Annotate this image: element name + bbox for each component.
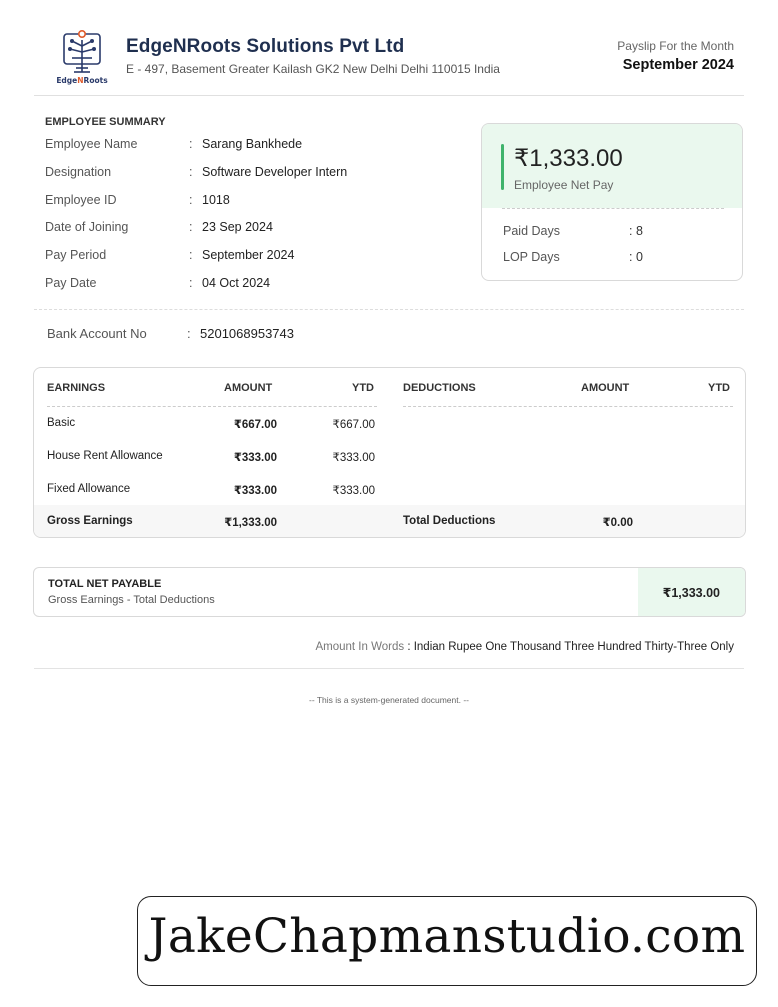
paid-days-row: Paid Days : 8 xyxy=(503,224,643,238)
total-net-payable-amount: ₹1,333.00 xyxy=(662,586,720,600)
employee-summary xyxy=(45,137,465,304)
total-net-payable xyxy=(33,567,746,617)
totals-row xyxy=(34,505,745,538)
earnings-header: EARNINGS xyxy=(47,382,106,394)
summary-label: Employee Name xyxy=(45,137,138,151)
amount-in-words xyxy=(315,641,734,653)
total-net-payable-title: TOTAL NET PAYABLE xyxy=(48,578,162,590)
net-pay-card xyxy=(481,123,743,281)
summary-label: Date of Joining xyxy=(45,220,129,235)
net-pay-label: Employee Net Pay xyxy=(514,178,614,192)
earning-name: House Rent Allowance xyxy=(47,450,163,462)
summary-row-date-of-joining: Date of Joining : 23 Sep 2024 xyxy=(45,220,273,235)
watermark-banner xyxy=(137,896,757,986)
earning-amount: ₹667.00 xyxy=(233,419,277,431)
total-net-payable-subtitle: Gross Earnings - Total Deductions xyxy=(48,594,215,606)
divider xyxy=(47,406,377,407)
ytd-header: YTD xyxy=(352,382,374,394)
summary-row-designation: Designation : Software Developer Intern xyxy=(45,164,348,179)
summary-value: 04 Oct 2024 xyxy=(202,275,271,290)
summary-label: Employee ID xyxy=(45,192,117,207)
watermark-text: JakeChapmanstudio.com xyxy=(148,909,746,964)
summary-value: 23 Sep 2024 xyxy=(202,220,273,235)
amount-in-words-value: : Indian Rupee One Thousand Three Hundred Thirty-Three Only xyxy=(407,641,734,653)
company-address: E - 497, Basement Greater Kailash GK2 New Delhi Delhi 110015 India xyxy=(126,62,500,76)
divider xyxy=(502,208,724,209)
deduction-amount-header: AMOUNT xyxy=(581,382,630,394)
summary-label: Pay Date xyxy=(45,275,97,290)
earning-ytd: ₹333.00 xyxy=(332,485,375,497)
divider xyxy=(34,309,744,310)
earning-name: Fixed Allowance xyxy=(47,483,131,495)
summary-value: 1018 xyxy=(202,192,230,207)
earnings-deductions-table xyxy=(33,367,746,538)
summary-label: Pay Period xyxy=(45,248,107,263)
paid-days-value: 8 xyxy=(635,224,643,238)
earning-name: Basic xyxy=(47,417,76,429)
lop-days-label: LOP Days xyxy=(503,250,560,264)
total-deductions-label: Total Deductions xyxy=(403,515,496,527)
gross-earnings-label: Gross Earnings xyxy=(47,515,133,527)
earning-amount: ₹333.00 xyxy=(233,485,277,497)
lop-days-value: 0 xyxy=(635,250,643,264)
divider xyxy=(403,406,733,407)
summary-value: Sarang Bankhede xyxy=(202,137,303,151)
company-name: EdgeNRoots Solutions Pvt Ltd xyxy=(126,36,405,57)
system-generated-note: -- This is a system-generated document. -- xyxy=(309,695,469,705)
paid-days-label: Paid Days xyxy=(503,224,560,238)
earning-ytd: ₹333.00 xyxy=(332,452,375,464)
lop-days-row: LOP Days : 0 xyxy=(503,250,643,264)
payslip-header xyxy=(34,28,744,96)
payslip-month: September 2024 xyxy=(622,57,734,73)
employee-summary-title: EMPLOYEE SUMMARY xyxy=(45,116,166,128)
summary-row-pay-date: Pay Date : 04 Oct 2024 xyxy=(45,275,271,290)
tree-logo-icon xyxy=(50,30,114,76)
summary-value: Software Developer Intern xyxy=(202,164,348,179)
company-logo xyxy=(50,30,114,88)
bank-account-row: Bank Account No : 5201068953743 xyxy=(47,326,294,341)
net-pay-amount: ₹1,333.00 xyxy=(514,145,623,172)
logo-wordmark: EdgeNRoots xyxy=(56,76,108,85)
bank-account-value: 5201068953743 xyxy=(200,326,294,341)
summary-label: Designation xyxy=(45,164,112,179)
total-deductions-amount: ₹0.00 xyxy=(602,517,633,529)
gross-earnings-amount: ₹1,333.00 xyxy=(224,517,277,529)
earning-ytd: ₹667.00 xyxy=(332,419,375,431)
summary-row-employee-id: Employee ID : 1018 xyxy=(45,192,230,207)
payslip-label: Payslip For the Month xyxy=(617,39,734,53)
accent-bar xyxy=(501,144,504,190)
summary-row-pay-period: Pay Period : September 2024 xyxy=(45,248,295,263)
summary-row-employee-name: Employee Name : Sarang Bankhede xyxy=(45,137,303,151)
divider xyxy=(34,668,744,669)
amount-header: AMOUNT xyxy=(224,382,273,394)
deductions-header: DEDUCTIONS xyxy=(403,382,476,394)
bank-account-label: Bank Account No xyxy=(47,326,147,341)
earning-amount: ₹333.00 xyxy=(233,452,277,464)
summary-value: September 2024 xyxy=(202,248,295,263)
amount-in-words-label: Amount In Words xyxy=(315,641,405,653)
deduction-ytd-header: YTD xyxy=(708,382,730,394)
